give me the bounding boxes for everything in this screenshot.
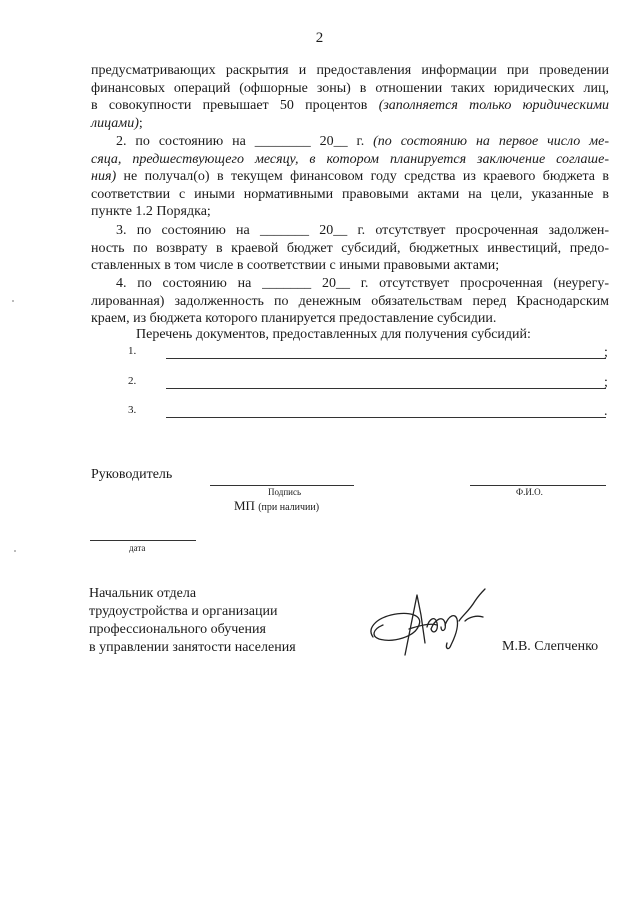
entry-number: 1. [128, 345, 137, 357]
paragraph-line: пункте 1.2 Порядка; [91, 204, 211, 219]
paragraph-3 [91, 222, 609, 275]
document-entry [128, 375, 613, 393]
paragraph-line: краем, из бюджета которого планируется предоставление субсидии. [91, 311, 497, 326]
scan-speck [12, 300, 14, 302]
paragraph-line: соответствии с иными нормативными правовыми актами на цели, указанные в [91, 186, 609, 202]
entry-end-mark: . [604, 404, 608, 419]
documents-list-title: Перечень документов, предоставленных для получения субсидий: [136, 327, 531, 342]
paragraph-line: сяца, предшествующего месяцу, в котором планируется заключение соглаше- [91, 151, 609, 167]
signature-line [210, 485, 354, 486]
stamp-label: МП (при наличии) [234, 498, 320, 513]
paragraph-line: 2. по состоянию на ________ 20__ г. (по состоянию на первое число ме- [116, 134, 609, 149]
date-line [90, 540, 196, 541]
entry-number: 2. [128, 375, 137, 387]
paragraph-1 [91, 62, 609, 132]
head-label: Руководитель [91, 467, 173, 482]
paragraph-line: 4. по состоянию на _______ 20__ г. отсутствует просроченная (неурегу- [116, 276, 609, 291]
entry-blank-line [166, 358, 606, 359]
paragraph-line: лицами); [91, 115, 143, 131]
entry-number: 3. [128, 404, 137, 416]
official-title-line: в управлении занятости населения [89, 640, 296, 655]
paragraph-line: 3. по состоянию на _______ 20__ г. отсутствует просроченная задолжен- [116, 223, 609, 238]
document-entry [128, 345, 613, 363]
paragraph-line: предусматривающих раскрытия и предоставления информации при проведении [91, 63, 609, 78]
entry-blank-line [166, 388, 606, 389]
paragraph-4 [91, 275, 609, 328]
paragraph-line: в совокупности превышает 50 процентов (заполняется только юридическими [91, 98, 610, 113]
paragraph-line: ния) не получал(о) в текущем финансовом году средства из краевого бюджета в [91, 169, 609, 184]
official-title-line: Начальник отдела [89, 586, 197, 601]
official-title-line: трудоустройства и организации [89, 604, 278, 619]
scan-speck [14, 550, 16, 552]
paragraph-line: лированная) задолженность по денежным обязательствам перед Краснодарским [91, 293, 609, 309]
official-name: М.В. Слепченко [502, 639, 599, 654]
official-title-line: профессионального обучения [89, 622, 266, 637]
name-line [470, 485, 606, 486]
date-caption: дата [129, 543, 146, 553]
official-title [89, 585, 296, 657]
page-number: 2 [315, 30, 324, 46]
paragraph-2 [91, 133, 609, 221]
document-entry [128, 404, 613, 422]
entry-end-mark: ; [604, 345, 608, 360]
handwritten-signature [365, 585, 495, 665]
entry-end-mark: ; [604, 375, 608, 390]
paragraph-line: ставленных в том числе в соответствии с иными правовыми актами; [91, 258, 500, 273]
paragraph-line: ность по возврату в краевой бюджет субсидий, бюджетных инвестиций, предо- [91, 240, 609, 256]
entry-blank-line [166, 417, 606, 418]
signature-caption: Подпись [268, 487, 302, 497]
paragraph-line: финансовых операций (офшорные зоны) в отношении таких юридических лиц, [91, 80, 609, 96]
name-caption: Ф.И.О. [516, 487, 543, 497]
